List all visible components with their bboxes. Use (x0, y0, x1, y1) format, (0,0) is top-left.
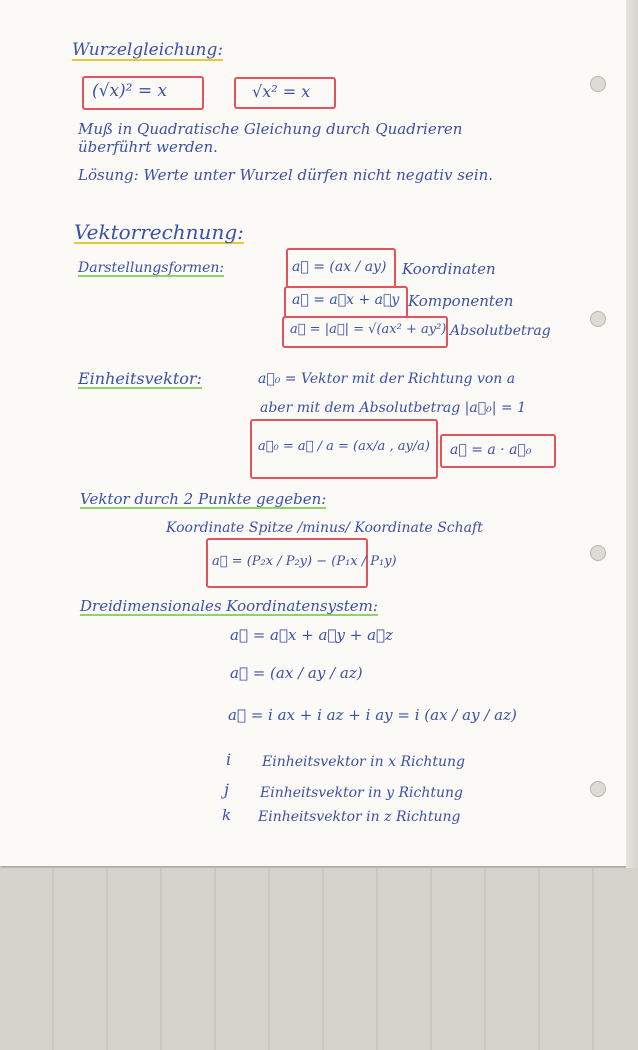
formula-3d-einheitsvektoren: a⃗ = i ax + i az + i ay = i (ax / ay / az) (228, 706, 517, 724)
background-surface (0, 868, 638, 1050)
formula-3d-koordinaten: a⃗ = (ax / ay / az) (230, 664, 363, 682)
label-absolutbetrag: Absolutbetrag (450, 323, 551, 339)
heading-dreidimensional: Dreidimensionales Koordinatensystem: (80, 597, 378, 615)
punch-hole (590, 781, 606, 797)
heading-einheitsvektor: Einheitsvektor: (78, 369, 202, 388)
formula-sqrt-squared: (√x)² = x (92, 81, 168, 101)
symbol-k: k (222, 806, 232, 824)
text-loesung: Lösung: Werte unter Wurzel dürfen nicht negativ sein. (78, 166, 494, 184)
formula-einheitsvektor: a⃗₀ = a⃗ / a = (ax/a , ay/a) (258, 439, 431, 454)
label-koordinaten: Koordinaten (402, 260, 496, 278)
text-line: überführt werden. (78, 138, 218, 156)
heading-zwei-punkte: Vektor durch 2 Punkte gegeben: (80, 490, 327, 508)
formula-vektor-aus-einheit: a⃗ = a · a⃗₀ (450, 442, 532, 458)
symbol-j: j (224, 780, 229, 799)
punch-hole (590, 76, 606, 92)
formula-koordinaten: a⃗ = (ax / ay) (292, 259, 387, 275)
text-einheitsvektor-z: Einheitsvektor in z Richtung (258, 809, 461, 825)
formula-absolutbetrag: a⃗ = |a⃗| = √(ax² + ay²) (290, 322, 447, 337)
formula-3d-komponenten: a⃗ = a⃗x + a⃗y + a⃗z (230, 626, 393, 644)
formula-sqrt-of-square: √x² = x (252, 82, 311, 101)
heading-wurzelgleichung: Wurzelgleichung: (72, 40, 224, 60)
punch-hole (590, 545, 606, 561)
formula-komponenten: a⃗ = a⃗x + a⃗y (292, 292, 400, 308)
page-edge (626, 0, 638, 868)
text-einheitsvektor-x: Einheitsvektor in x Richtung (262, 754, 465, 770)
punch-hole (590, 311, 606, 327)
text-line: Muß in Quadratische Gleichung durch Quadrieren (78, 120, 463, 138)
text-spitze-minus-schaft: Koordinate Spitze /minus/ Koordinate Schaft (166, 520, 483, 536)
formula-zwei-punkte: a⃗ = (P₂x / P₂y) − (P₁x / P₁y) (212, 554, 397, 569)
text-line: aber mit dem Absolutbetrag |a⃗₀| = 1 (260, 400, 526, 416)
text-line: a⃗₀ = Vektor mit der Richtung von a (258, 371, 516, 387)
symbol-i: i (226, 750, 232, 769)
heading-darstellungsformen: Darstellungsformen: (78, 260, 225, 276)
label-komponenten: Komponenten (408, 292, 514, 310)
text-einheitsvektor-y: Einheitsvektor in y Richtung (260, 785, 463, 801)
heading-vektorrechnung: Vektorrechnung: (74, 220, 244, 244)
